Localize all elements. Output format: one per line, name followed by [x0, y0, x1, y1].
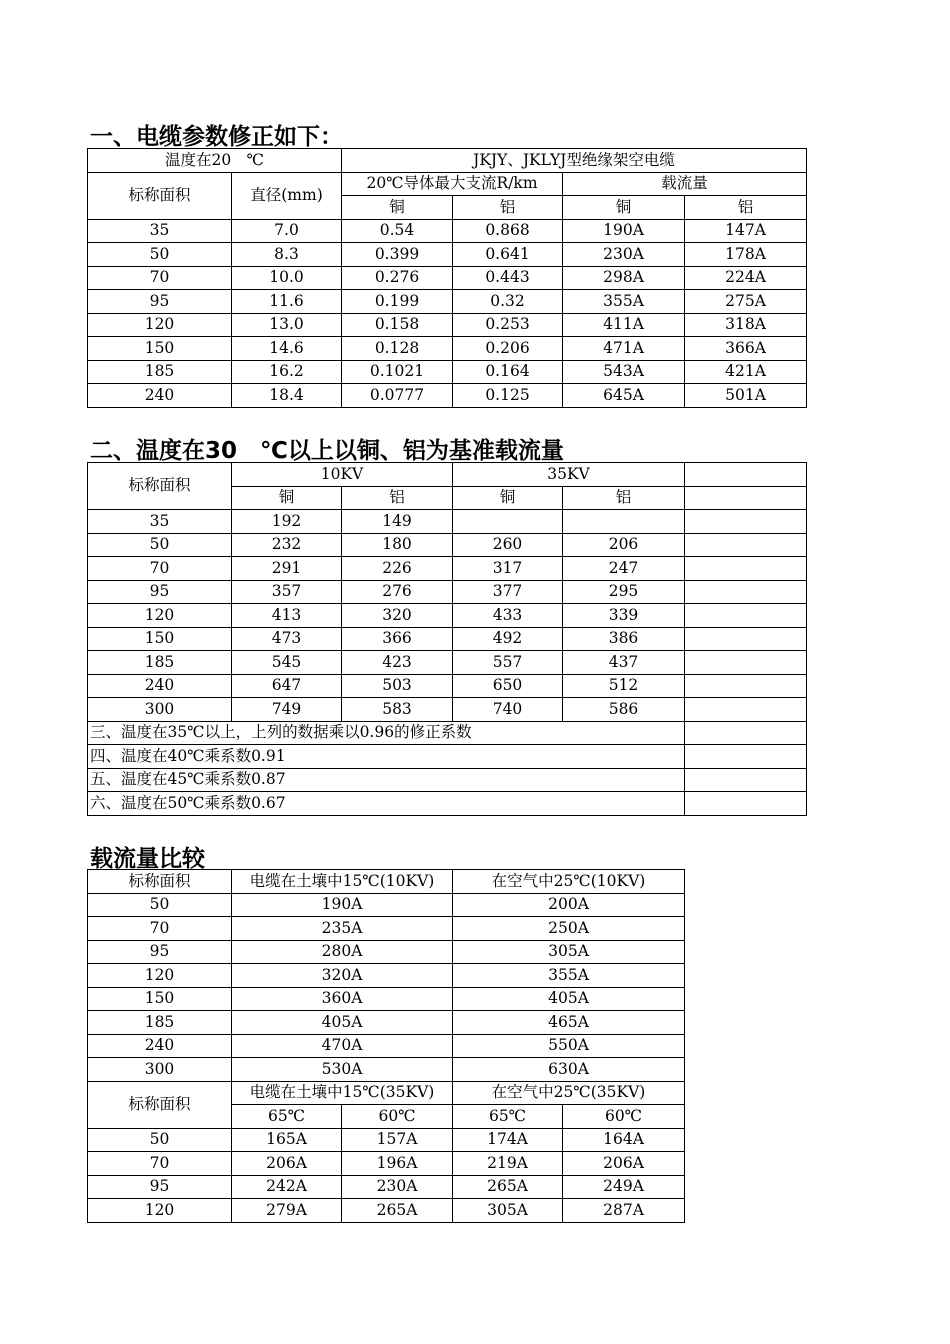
table-cell: 174A — [453, 1128, 563, 1152]
table-cell: 16.2 — [232, 360, 342, 384]
table-cell: 70 — [88, 266, 232, 290]
table-cell: 749 — [232, 698, 342, 722]
table-cell: 512 — [563, 674, 685, 698]
table-cell: 206A — [563, 1152, 685, 1176]
table-row — [88, 940, 685, 964]
table-cell: 0.125 — [453, 384, 563, 408]
table-row — [88, 360, 807, 384]
table-cell: 226 — [342, 557, 453, 581]
table-row — [88, 1011, 685, 1035]
table-cell: 247 — [563, 557, 685, 581]
table-cell: 583 — [342, 698, 453, 722]
table-row — [88, 893, 685, 917]
table-cell: 196A — [342, 1152, 453, 1176]
table-cell: 192 — [232, 510, 342, 534]
table-cell: 550A — [453, 1034, 685, 1058]
table-cell: 260 — [453, 533, 563, 557]
al-header: 铝 — [685, 196, 807, 220]
resistance-header: 20℃导体最大支流R/km — [342, 172, 563, 196]
table-cell: 147A — [685, 219, 807, 243]
note-text: 三、温度在35℃以上，上列的数据乘以0.96的修正系数 — [88, 721, 685, 745]
table-cell: 14.6 — [232, 337, 342, 361]
table-cell: 366A — [685, 337, 807, 361]
empty-cell — [685, 533, 807, 557]
table-row — [88, 580, 807, 604]
table-cell: 70 — [88, 917, 232, 941]
table-cell: 0.253 — [453, 313, 563, 337]
current-header: 载流量 — [563, 172, 807, 196]
table-cell: 150 — [88, 337, 232, 361]
base-current-table — [87, 462, 807, 816]
air-10kv-header: 在空气中25℃(10KV) — [453, 870, 685, 894]
table-cell: 10.0 — [232, 266, 342, 290]
table-cell: 232 — [232, 533, 342, 557]
table-cell: 150 — [88, 987, 232, 1011]
table-cell: 240 — [88, 384, 232, 408]
table-cell: 18.4 — [232, 384, 342, 408]
table-cell: 240 — [88, 674, 232, 698]
table-cell: 465A — [453, 1011, 685, 1035]
table-cell: 473 — [232, 627, 342, 651]
table-cell: 242A — [232, 1175, 342, 1199]
table-cell: 265A — [453, 1175, 563, 1199]
table-cell: 492 — [453, 627, 563, 651]
empty-cell — [685, 674, 807, 698]
table-cell: 503 — [342, 674, 453, 698]
table-cell: 295 — [563, 580, 685, 604]
current-comparison-table — [87, 869, 685, 1223]
table-cell: 120 — [88, 604, 232, 628]
table-cell: 360A — [232, 987, 453, 1011]
empty-cell — [685, 768, 807, 792]
table-cell: 0.443 — [453, 266, 563, 290]
area-header: 标称面积 — [88, 172, 232, 219]
empty-cell — [685, 745, 807, 769]
cu-header: 铜 — [563, 196, 685, 220]
table-cell: 405A — [453, 987, 685, 1011]
table-cell: 305A — [453, 940, 685, 964]
table-cell: 421A — [685, 360, 807, 384]
table-row — [88, 384, 807, 408]
table-cell: 366 — [342, 627, 453, 651]
table-cell: 287A — [563, 1199, 685, 1223]
diameter-header: 直径(mm) — [232, 172, 342, 219]
table-cell: 178A — [685, 243, 807, 267]
table-row — [88, 1058, 685, 1082]
table-cell: 355A — [563, 290, 685, 314]
cu-header: 铜 — [232, 486, 342, 510]
table-cell: 471A — [563, 337, 685, 361]
table-cell: 0.164 — [453, 360, 563, 384]
table-cell: 0.128 — [342, 337, 453, 361]
table-cell: 50 — [88, 1128, 232, 1152]
table-cell: 249A — [563, 1175, 685, 1199]
table-row — [88, 604, 807, 628]
section3-title: 载流量比较 — [90, 846, 205, 872]
table-cell: 11.6 — [232, 290, 342, 314]
table-cell: 150 — [88, 627, 232, 651]
table-row — [88, 792, 807, 816]
empty-cell — [685, 792, 807, 816]
table-row — [88, 219, 807, 243]
empty-cell — [685, 486, 807, 510]
table-cell: 250A — [453, 917, 685, 941]
table-cell: 190A — [563, 219, 685, 243]
temp-65-header: 65℃ — [232, 1105, 342, 1129]
table-cell: 405A — [232, 1011, 453, 1035]
table-row — [88, 964, 685, 988]
table-row — [88, 768, 807, 792]
table-cell: 530A — [232, 1058, 453, 1082]
table-cell: 0.868 — [453, 219, 563, 243]
table-cell: 377 — [453, 580, 563, 604]
table-row — [88, 987, 685, 1011]
table-cell: 275A — [685, 290, 807, 314]
table-row — [88, 721, 807, 745]
section2-title: 二、温度在30 ℃以上以铜、铝为基准载流量 — [90, 438, 564, 464]
table-cell: 8.3 — [232, 243, 342, 267]
table-cell: 50 — [88, 533, 232, 557]
table-cell: 95 — [88, 580, 232, 604]
table-cell: 586 — [563, 698, 685, 722]
temp-header: 温度在20 ℃ — [88, 149, 342, 173]
table-cell: 185 — [88, 651, 232, 675]
table-cell: 300 — [88, 1058, 232, 1082]
empty-cell — [685, 510, 807, 534]
table-cell: 120 — [88, 964, 232, 988]
table-row — [88, 337, 807, 361]
table-cell: 235A — [232, 917, 453, 941]
temp-65-header: 65℃ — [453, 1105, 563, 1129]
table-cell: 265A — [342, 1199, 453, 1223]
table-cell: 318A — [685, 313, 807, 337]
soil-35kv-header: 电缆在土壤中15℃(35KV) — [232, 1081, 453, 1105]
table-cell: 0.199 — [342, 290, 453, 314]
empty-cell — [685, 627, 807, 651]
note-text: 五、温度在45℃乘系数0.87 — [88, 768, 685, 792]
table-cell: 224A — [685, 266, 807, 290]
table-cell: 740 — [453, 698, 563, 722]
table-cell: 70 — [88, 557, 232, 581]
table-row — [88, 1034, 685, 1058]
table-cell: 317 — [453, 557, 563, 581]
table-cell: 70 — [88, 1152, 232, 1176]
cable-parameter-table — [87, 148, 807, 408]
table-cell: 50 — [88, 893, 232, 917]
table-cell: 357 — [232, 580, 342, 604]
table-cell: 185 — [88, 1011, 232, 1035]
empty-cell — [685, 651, 807, 675]
al-header: 铝 — [563, 486, 685, 510]
area-header: 标称面积 — [88, 463, 232, 510]
table-cell: 650 — [453, 674, 563, 698]
table-cell: 413 — [232, 604, 342, 628]
table-cell: 165A — [232, 1128, 342, 1152]
table-row — [88, 290, 807, 314]
table-cell: 386 — [563, 627, 685, 651]
table-row — [88, 1175, 685, 1199]
table-cell: 279A — [232, 1199, 342, 1223]
table-cell: 219A — [453, 1152, 563, 1176]
table-row — [88, 557, 807, 581]
table-row — [88, 533, 807, 557]
table-cell: 185 — [88, 360, 232, 384]
table-cell: 280A — [232, 940, 453, 964]
table-cell: 120 — [88, 313, 232, 337]
table-cell: 206A — [232, 1152, 342, 1176]
table-cell: 501A — [685, 384, 807, 408]
table-cell: 190A — [232, 893, 453, 917]
table-cell: 164A — [563, 1128, 685, 1152]
kv35-header: 35KV — [453, 463, 685, 487]
kv10-header: 10KV — [232, 463, 453, 487]
empty-cell — [685, 557, 807, 581]
empty-cell — [685, 604, 807, 628]
section1-title: 一、电缆参数修正如下： — [90, 124, 343, 150]
table-cell: 120 — [88, 1199, 232, 1223]
table-cell: 95 — [88, 290, 232, 314]
table-cell: 470A — [232, 1034, 453, 1058]
table-cell: 0.1021 — [342, 360, 453, 384]
table-cell: 320A — [232, 964, 453, 988]
empty-cell — [685, 698, 807, 722]
table-cell: 240 — [88, 1034, 232, 1058]
table-row — [88, 266, 807, 290]
table-row — [88, 243, 807, 267]
cu-header: 铜 — [453, 486, 563, 510]
table-row — [88, 510, 807, 534]
table-cell: 355A — [453, 964, 685, 988]
table-row — [88, 1128, 685, 1152]
table-cell: 0.276 — [342, 266, 453, 290]
table-cell: 206 — [563, 533, 685, 557]
table-cell: 95 — [88, 1175, 232, 1199]
table-cell: 180 — [342, 533, 453, 557]
table-cell: 437 — [563, 651, 685, 675]
empty-cell — [685, 463, 807, 487]
table-row — [88, 917, 685, 941]
al-header: 铝 — [453, 196, 563, 220]
table-cell: 630A — [453, 1058, 685, 1082]
table-cell: 298A — [563, 266, 685, 290]
table-row — [88, 313, 807, 337]
table-cell: 0.158 — [342, 313, 453, 337]
table-cell: 50 — [88, 243, 232, 267]
table-cell: 647 — [232, 674, 342, 698]
table-cell: 411A — [563, 313, 685, 337]
table-row — [88, 1152, 685, 1176]
table-cell: 157A — [342, 1128, 453, 1152]
table-cell: 200A — [453, 893, 685, 917]
area-header: 标称面积 — [88, 1081, 232, 1128]
table-cell: 7.0 — [232, 219, 342, 243]
table-cell: 35 — [88, 219, 232, 243]
table-cell: 305A — [453, 1199, 563, 1223]
table-cell: 0.32 — [453, 290, 563, 314]
table-cell: 0.399 — [342, 243, 453, 267]
table-cell: 230A — [342, 1175, 453, 1199]
empty-cell — [685, 721, 807, 745]
table-cell: 276 — [342, 580, 453, 604]
table-cell: 645A — [563, 384, 685, 408]
table-cell: 300 — [88, 698, 232, 722]
table-cell: 339 — [563, 604, 685, 628]
table-cell: 291 — [232, 557, 342, 581]
cu-header: 铜 — [342, 196, 453, 220]
table-row — [88, 674, 807, 698]
soil-10kv-header: 电缆在土壤中15℃(10KV) — [232, 870, 453, 894]
table-cell: 0.54 — [342, 219, 453, 243]
table-cell: 543A — [563, 360, 685, 384]
air-35kv-header: 在空气中25℃(35KV) — [453, 1081, 685, 1105]
table-cell: 149 — [342, 510, 453, 534]
table-cell: 35 — [88, 510, 232, 534]
table-cell — [563, 510, 685, 534]
table-cell: 13.0 — [232, 313, 342, 337]
table-cell: 557 — [453, 651, 563, 675]
al-header: 铝 — [342, 486, 453, 510]
table-row — [88, 1199, 685, 1223]
table-cell: 0.206 — [453, 337, 563, 361]
table-row — [88, 1081, 685, 1105]
empty-cell — [685, 580, 807, 604]
area-header: 标称面积 — [88, 870, 232, 894]
table-cell: 423 — [342, 651, 453, 675]
table-cell — [453, 510, 563, 534]
temp-60-header: 60℃ — [563, 1105, 685, 1129]
table-cell: 0.641 — [453, 243, 563, 267]
cable-type-header: JKJY、JKLYJ型绝缘架空电缆 — [342, 149, 807, 173]
note-text: 六、温度在50℃乘系数0.67 — [88, 792, 685, 816]
table-cell: 95 — [88, 940, 232, 964]
table-row — [88, 627, 807, 651]
table-cell: 0.0777 — [342, 384, 453, 408]
table-row — [88, 698, 807, 722]
table-cell: 320 — [342, 604, 453, 628]
table-cell: 230A — [563, 243, 685, 267]
note-text: 四、温度在40℃乘系数0.91 — [88, 745, 685, 769]
table-cell: 545 — [232, 651, 342, 675]
table-cell: 433 — [453, 604, 563, 628]
table-row — [88, 745, 807, 769]
table-row — [88, 651, 807, 675]
temp-60-header: 60℃ — [342, 1105, 453, 1129]
